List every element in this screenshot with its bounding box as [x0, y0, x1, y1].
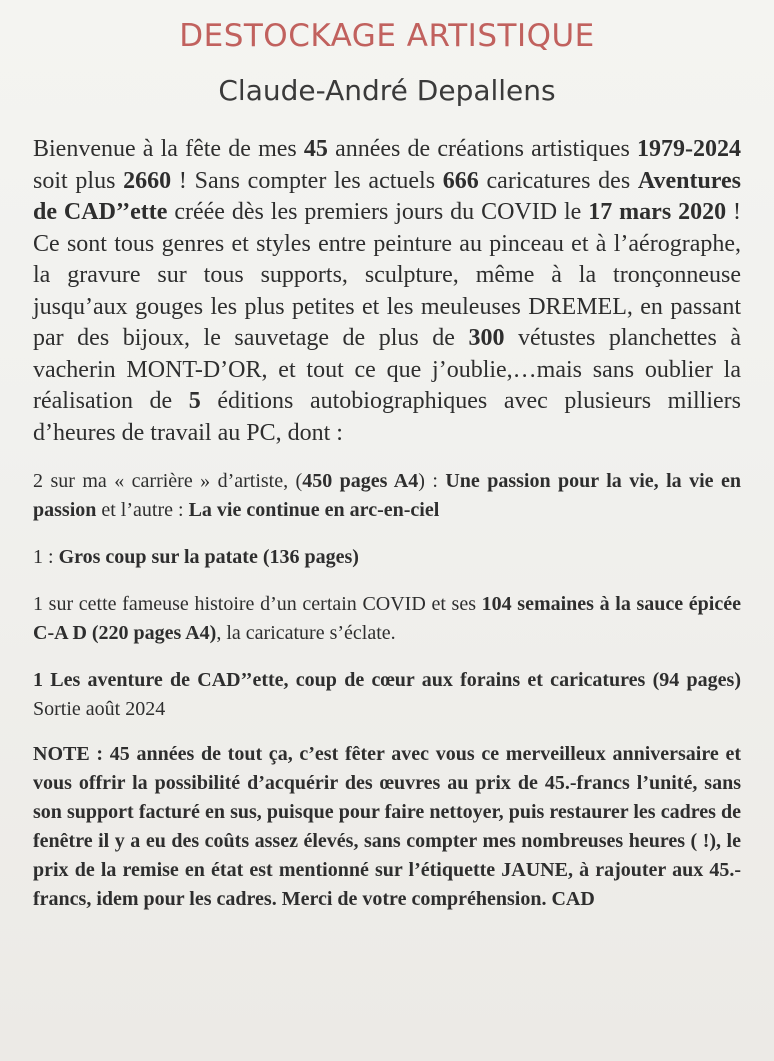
page-title: DESTOCKAGE ARTISTIQUE: [179, 18, 595, 54]
book-title: 1 Les aventure de CAD’’ette, coup de cœur aux forains et caricatures (94 pages): [33, 669, 741, 691]
editions-count: 5: [188, 388, 201, 414]
intro-text: ! Sans compter les actuels: [171, 167, 443, 194]
book-text: ) :: [418, 470, 446, 492]
start-date: 17 mars 2020: [588, 199, 727, 225]
book-text: 1 :: [33, 546, 59, 568]
book-entry: [33, 590, 741, 648]
years-count: 45: [303, 136, 328, 162]
series-name: Aventures de CAD’’ette: [33, 167, 742, 225]
works-count: 2660: [123, 167, 172, 194]
book-entry: [33, 666, 741, 724]
note-text: NOTE : 45 années de tout ça, c’est fêter avec vous ce merveilleux anniversaire et vous offrir la possibilité d’acquérir des œuvres au prix de 45.-francs l’unité, sans son support facturé en sus, puisque pour faire nettoyer, puis restaurer les cadres de fenêtre il y a eu des coûts assez élevés, sans compter mes nombreuses heures ( !), le prix de la remise en état est mentionné sur l’étiquette JAUNE, à rajouter aux 45.-francs, idem pour les cadres. Merci de votre compréhension. CAD: [33, 743, 741, 910]
book-entry: [33, 543, 741, 572]
document-body: [33, 134, 741, 914]
boards-count: 300: [468, 325, 505, 351]
intro-text: Bienvenue à la fête de mes: [33, 136, 304, 162]
book-title: 104 semaines à la sauce épicée C-A D (220 pages A4): [33, 593, 741, 644]
book-text: , la caricature s’éclate.: [216, 622, 396, 644]
book-text: Sortie août 2024: [33, 698, 166, 720]
intro-text: créée dès les premiers jours du COVID le: [167, 199, 589, 225]
book-text: et l’autre :: [96, 499, 189, 521]
book-text: 1 sur cette fameuse histoire d’un certain COVID et ses: [33, 593, 482, 615]
caricatures-count: 666: [442, 167, 479, 194]
book-text: 2 sur ma « carrière » d’artiste, (: [33, 470, 303, 492]
intro-text: ! Ce sont tous genres et styles entre peinture au pinceau et à l’aérographe, la gravure sur tous supports, sculpture, même à la tronçonneuse jusqu’aux gouges les plus petites et les meuleuses DREMEL, en passant par des bijoux, le sauvetage de plus de: [33, 199, 741, 351]
book-title: Une passion pour la vie, la vie en passion: [33, 470, 742, 521]
book-title: Gros coup sur la patate (136 pages): [58, 546, 359, 568]
book-title: La vie continue en arc-en-ciel: [188, 499, 440, 521]
book-entry: [33, 467, 741, 525]
note-paragraph: [33, 740, 741, 914]
author-name: Claude-André Depallens: [218, 74, 556, 107]
intro-text: vétustes planchettes à vacherin MONT-D’OR, et tout ce que j’oublie,…mais sans oublier la réalisation de: [33, 325, 741, 414]
intro-text: soit plus: [33, 167, 124, 194]
intro-text: années de créations artistiques: [327, 136, 637, 162]
intro-paragraph: [33, 134, 741, 449]
intro-text: éditions autobiographiques avec plusieurs milliers d’heures de travail au PC, dont :: [33, 388, 741, 446]
intro-text: caricatures des: [478, 167, 638, 194]
period-range: 1979-2024: [636, 136, 741, 162]
book-pages: 450 pages A4: [302, 470, 419, 492]
